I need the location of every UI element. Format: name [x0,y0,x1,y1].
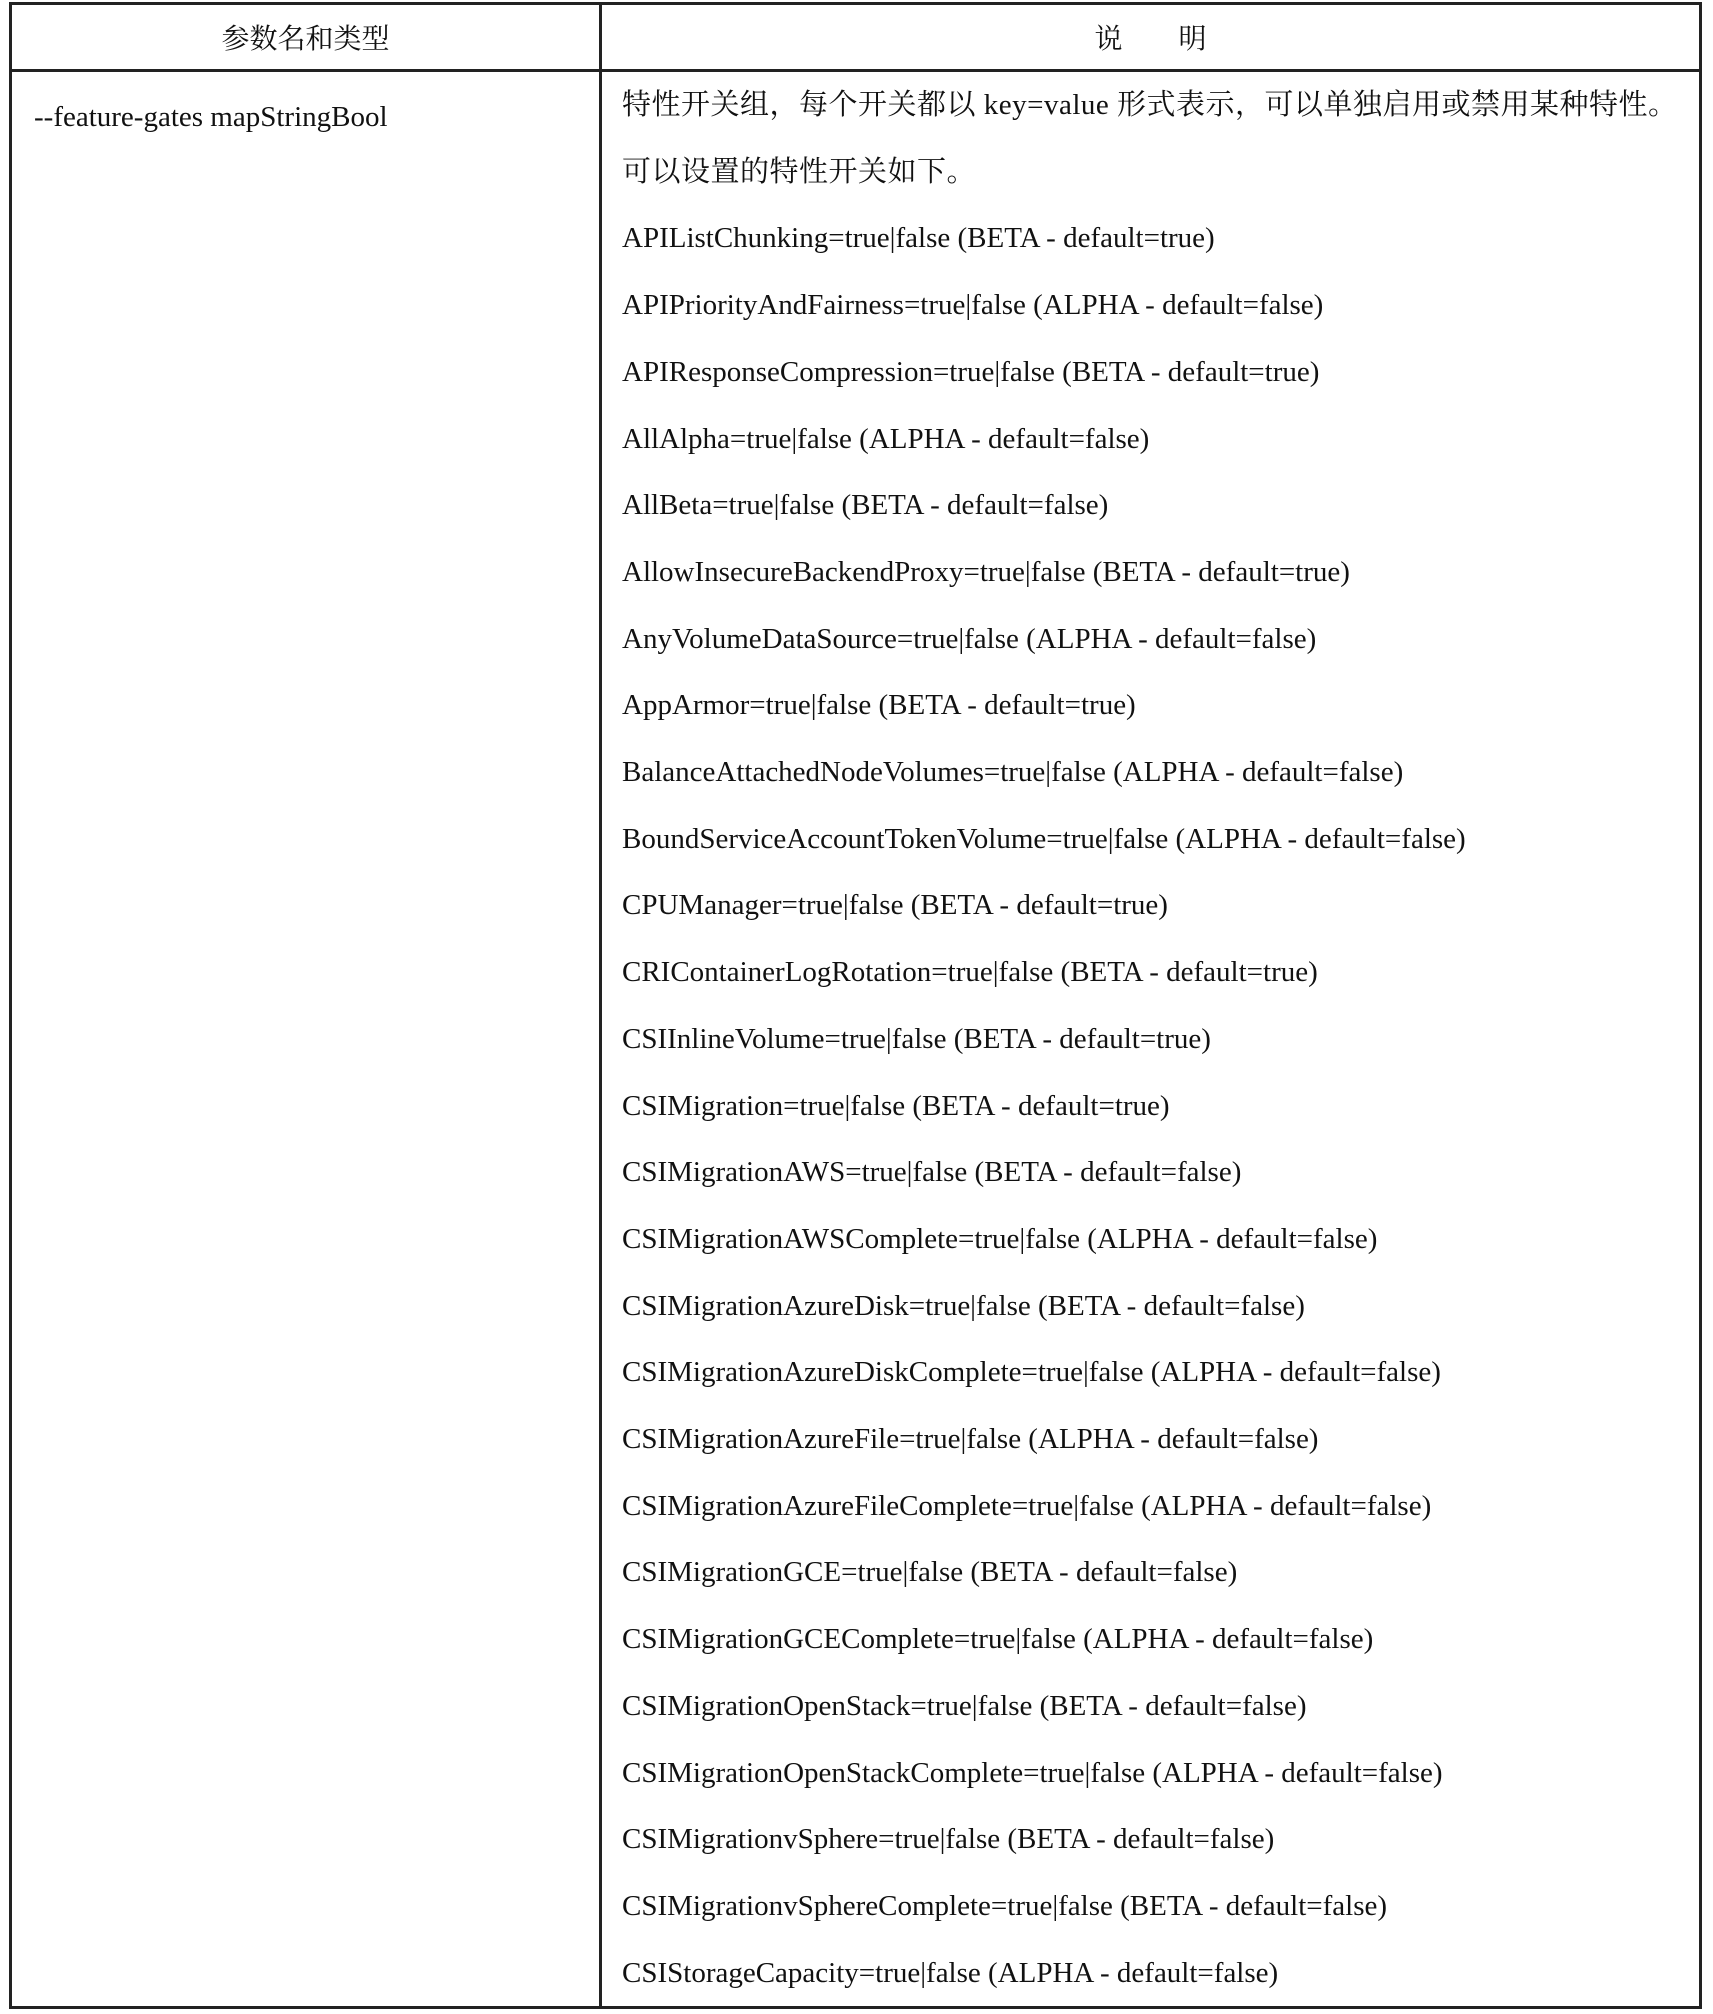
feature-gate-item: CSIMigrationAzureDiskComplete=true|false (ALPHA - default=false) [622,1356,1441,1389]
feature-gate-item: AppArmor=true|false (BETA - default=true) [622,689,1136,722]
feature-gate-item: APIListChunking=true|false (BETA - default=true) [622,222,1215,255]
feature-gate-item: AllAlpha=true|false (ALPHA - default=false) [622,422,1150,455]
feature-gate-item: CSIMigrationAzureFileComplete=true|false (ALPHA - default=false) [622,1489,1432,1522]
feature-gate-item: CSIMigrationAzureDisk=true|false (BETA - default=false) [622,1289,1305,1322]
feature-gate-item: CSIMigrationvSphereComplete=true|false (BETA - default=false) [622,1889,1388,1922]
feature-gate-item: CSIMigrationGCEComplete=true|false (ALPHA - default=false) [622,1623,1374,1656]
description-intro: 特性开关组，每个开关都以 key=value 形式表示，可以单独启用或禁用某种特性。可以设置的特性开关如下。 [622,89,1678,188]
feature-gate-item: CSIMigrationAzureFile=true|false (ALPHA - default=false) [622,1423,1319,1456]
feature-gate-item: CSIStorageCapacity=true|false (ALPHA - default=false) [622,1956,1279,1989]
feature-gate-item: BalanceAttachedNodeVolumes=true|false (ALPHA - default=false) [622,756,1404,789]
feature-gate-item: CSIMigrationGCE=true|false (BETA - default=false) [622,1556,1238,1589]
feature-gate-item: CRIContainerLogRotation=true|false (BETA - default=true) [622,956,1318,989]
feature-gate-item: CSIMigrationOpenStack=true|false (BETA - default=false) [622,1689,1307,1722]
feature-gate-item: AllowInsecureBackendProxy=true|false (BETA - default=true) [622,555,1350,588]
table-row [11,71,1701,2008]
feature-gate-item: CPUManager=true|false (BETA - default=true) [622,889,1168,922]
header-description: 说 明 [601,4,1701,71]
description-cell [601,71,1701,2008]
header-param-name-type: 参数名和类型 [11,4,601,71]
feature-gate-item: AnyVolumeDataSource=true|false (ALPHA - default=false) [622,622,1317,655]
feature-gate-item: CSIMigrationOpenStackComplete=true|false (ALPHA - default=false) [622,1756,1443,1789]
feature-gate-item: CSIMigrationAWS=true|false (BETA - default=false) [622,1156,1242,1189]
parameter-table [9,2,1702,2009]
param-cell [11,71,601,2008]
feature-gate-item: APIResponseCompression=true|false (BETA - default=true) [622,355,1320,388]
param-name: --feature-gates mapStringBool [34,101,388,133]
feature-gate-item: AllBeta=true|false (BETA - default=false) [622,489,1109,522]
feature-gate-item: CSIMigrationvSphere=true|false (BETA - default=false) [622,1823,1275,1856]
feature-gate-item: CSIMigration=true|false (BETA - default=true) [622,1089,1170,1122]
feature-gate-item: CSIMigrationAWSComplete=true|false (ALPHA - default=false) [622,1222,1378,1255]
feature-gate-item: BoundServiceAccountTokenVolume=true|false (ALPHA - default=false) [622,822,1466,855]
feature-gate-item: CSIInlineVolume=true|false (BETA - default=true) [622,1022,1211,1055]
header-row [11,4,1701,71]
feature-gate-item: APIPriorityAndFairness=true|false (ALPHA - default=false) [622,289,1324,322]
